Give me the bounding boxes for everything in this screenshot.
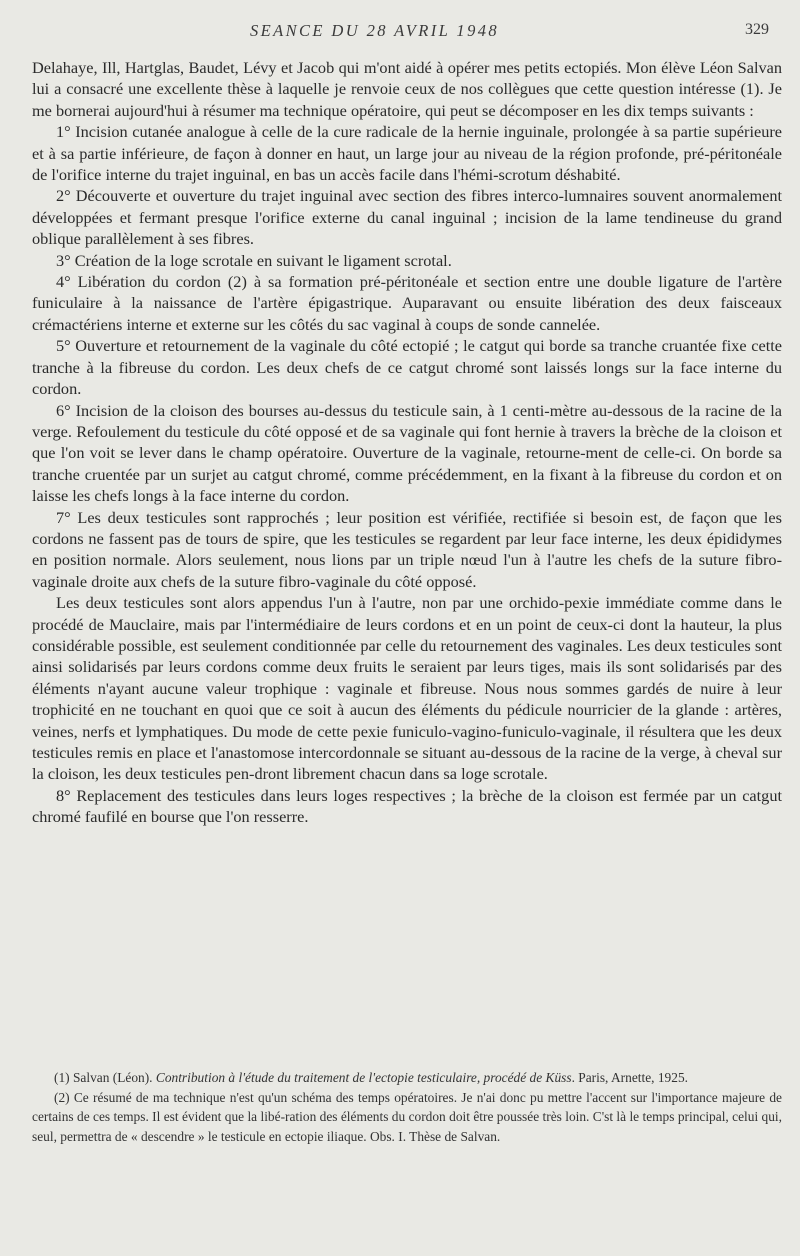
footnotes	[32, 1068, 782, 1147]
paragraph-step-4: 4° Libération du cordon (2) à sa formation pré-péritonéale et section entre une double ligature de l'artère funiculaire à la naissance de l'artère épigastrique. Auparavant ou ensuite libération des deux faisceaux crémactériens interne et externe sur les côtés du sac vaginal à coups de sonde cannelée.	[32, 272, 782, 334]
footnote-2: (2) Ce résumé de ma technique n'est qu'un schéma des temps opératoires. Je n'ai donc pu mettre l'accent sur l'importance majeure de certains de ces temps. Il est évident que la libé-ration des éléments du cordon doit être poussée très loin. C'st là le temps principal, celui qui, seul, permettra de « descendre » le testicule en ectopie iliaque. Obs. I. Thèse de Salvan.	[32, 1090, 782, 1144]
running-title: SEANCE DU 28 AVRIL 1948	[250, 21, 500, 40]
paragraph-step-8: 8° Replacement des testicules dans leurs loges respectives ; la brèche de la cloison est fermée par un catgut chromé faufilé en bourse que l'on resserre.	[32, 785, 782, 827]
footnote-1	[32, 1068, 782, 1087]
footnote-1-suffix: . Paris, Arnette, 1925.	[571, 1070, 688, 1085]
paragraph-intro: Delahaye, Ill, Hartglas, Baudet, Lévy et Jacob qui m'ont aidé à opérer mes petits ectopiés. Mon élève Léon Salvan lui a consacré une excellente thèse à laquelle je renvoie ceux de nos collègues que cette question intéresse (1). Je me bornerai aujourd'hui à résumer ma technique opératoire, qui peut se décomposer en les dix temps suivants :	[32, 58, 782, 120]
page-number: 329	[745, 21, 769, 38]
footnote-1-prefix: (1) Salvan (Léon).	[54, 1070, 156, 1085]
paragraph-step-2: 2° Découverte et ouverture du trajet inguinal avec section des fibres interco-lumnaires souvent anormalement développées et fermant presque l'orifice externe du canal inguinal ; incision de la lame tendineuse du grand oblique parallèlement à ses fibres.	[32, 186, 782, 249]
footnote-1-title: Contribution à l'étude du traitement de l'ectopie testiculaire, procédé de Küss	[155, 1070, 572, 1085]
paragraph-step-6: 6° Incision de la cloison des bourses au-dessus du testicule sain, à 1 centi-mètre au-dessous de la racine de la verge. Refoulement du testicule du côté opposé et de sa vaginale qui font hernie à travers la brèche de la cloison et que l'on voit se lever dans le champ opératoire. Ouverture de la vaginale, retourne-ment de celle-ci. On borde sa tranche cruentée par un surjet au catgut chromé, comme précédemment, en la fixant à la fibreuse du cordon et on laisse les chefs longs à la face interne du cordon.	[32, 400, 782, 506]
paragraph-step-1: 1° Incision cutanée analogue à celle de la cure radicale de la hernie inguinale, prolongée à sa partie supérieure et à sa partie inférieure, de façon à donner en haut, un large jour au niveau de la région profonde, pré-péritonéale de l'orifice interne du trajet inguinal, en bas un accès facile dans l'hémi-scrotum déshabité.	[32, 122, 782, 185]
paragraph-step-3: 3° Création de la loge scrotale en suivant le ligament scrotal.	[56, 250, 452, 270]
page-header	[0, 21, 800, 43]
body-text	[32, 57, 782, 828]
paragraph-step-7: 7° Les deux testicules sont rapprochés ; leur position est vérifiée, rectifiée si besoin est, de façon que les cordons ne fassent pas de tours de spire, que les testicules se regardent par leur face interne, les deux épididymes en position normale. Alors seulement, nous lions par un triple nœud l'un à l'autre les chefs de la suture fibro-vaginale droite aux chefs de la suture fibro-vaginale du côté opposé.	[32, 507, 782, 591]
paragraph-step-5: 5° Ouverture et retournement de la vaginale du côté ectopié ; le catgut qui borde sa tranche cruantée fixe cette tranche à la fibreuse du cordon. Les deux chefs de ce catgut chromé sont laissés longs sur la face interne du cordon.	[32, 336, 782, 399]
paragraph-discussion: Les deux testicules sont alors appendus l'un à l'autre, non par une orchido-pexie immédiate comme dans le procédé de Mauclaire, mais par l'intermédiaire de leurs cordons et en un point de ceux-ci dont la hauteur, la plus considérable possible, est seulement conditionnée par celle du retournement des vaginales. Les deux testicules sont ainsi solidarisés par leurs cordons comme deux fruits le seraient par leurs tiges, mais ils sont solidarisés par des éléments n'ayant aucune valeur trophique : vaginale et fibreuse. Nous nous sommes gardés de nuire à leur trophicité en ne touchant en quoi que ce soit à aucun des éléments du pédicule nourricier de la glande : artères, veines, nerfs et lymphatiques. Du mode de cette pexie funiculo-vagino-funiculo-vaginale, il résultera que les deux testicules remis en place et l'anastomose intercordonnale se situant au-dessous de la racine de la verge, à cheval sur la cloison, les deux testicules pen-dront librement chacun dans sa loge scrotale.	[32, 593, 782, 784]
